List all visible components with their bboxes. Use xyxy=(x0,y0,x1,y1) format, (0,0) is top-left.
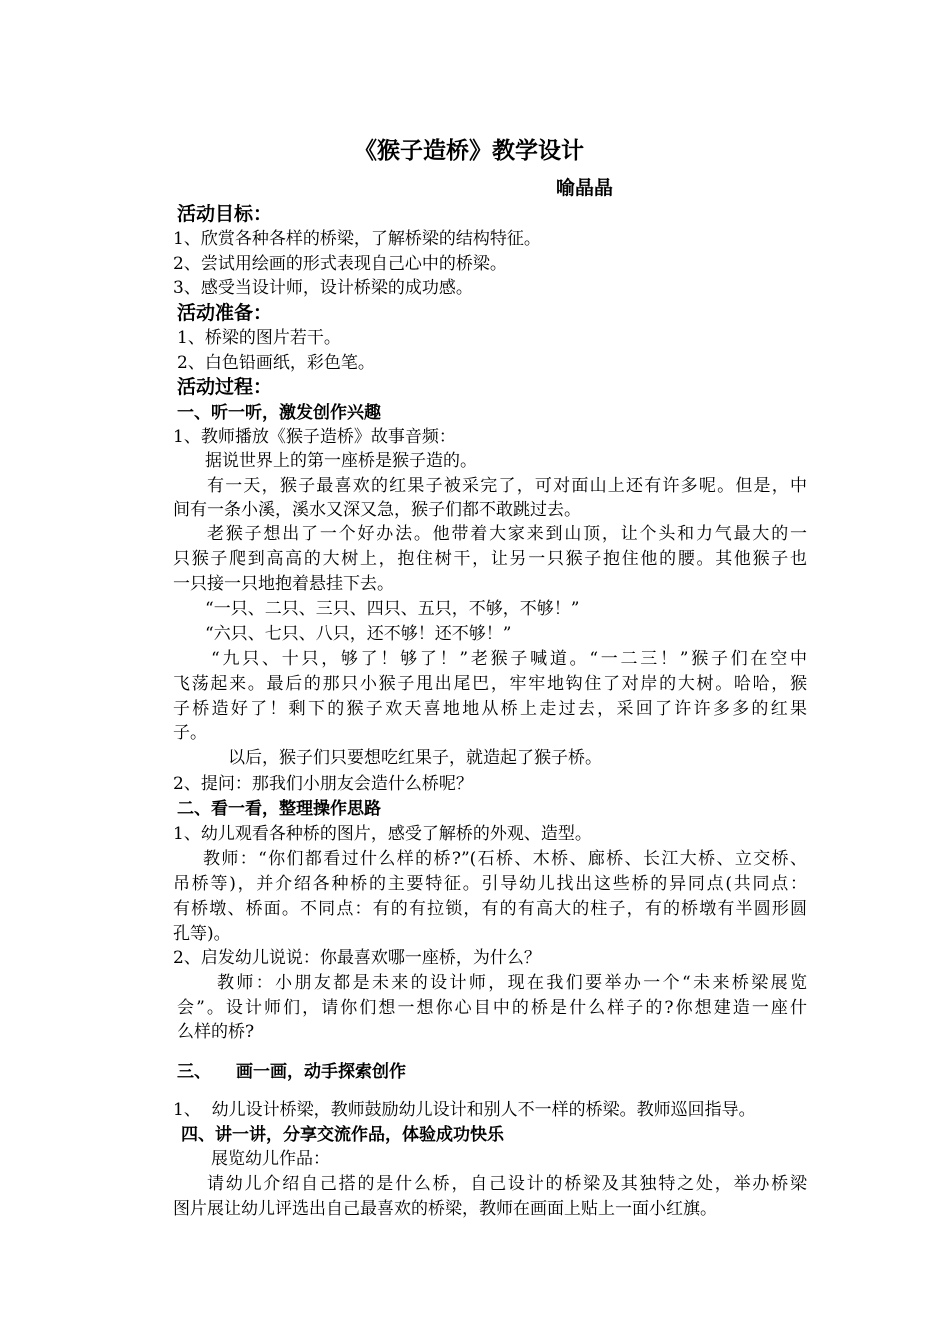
author-name: 喻晶晶 xyxy=(556,177,614,199)
story-line: “一只、二只、三只、四只、五只，不够，不够！” xyxy=(205,599,580,619)
step-heading-2: 二、看一看，整理操作思路 xyxy=(177,799,381,819)
step-1-line: 1、教师播放《猴子造桥》故事音频： xyxy=(173,427,456,447)
goal-item: 2、尝试用绘画的形式表现自己心中的桥梁。 xyxy=(173,254,507,274)
story-line: 据说世界上的第一座桥是猴子造的。 xyxy=(205,451,477,471)
step-2-line: 吊桥等)，并介绍各种桥的主要特征。引导幼儿找出这些桥的异同点(共同点： xyxy=(173,874,807,894)
story-line: 子。 xyxy=(173,723,207,743)
story-line: “六只、七只、八只，还不够！还不够！” xyxy=(205,624,512,644)
step-heading-1: 一、听一听，激发创作兴趣 xyxy=(177,403,381,423)
step-heading-4: 四、讲一讲，分享交流作品，体验成功快乐 xyxy=(181,1125,504,1145)
step-2-line: 么样的桥? xyxy=(177,1022,255,1042)
step-1-line: 2、提问：那我们小朋友会造什么桥呢？ xyxy=(173,774,473,794)
step-4-line: 图片展让幼儿评选出自己最喜欢的桥梁，教师在画面上贴上一面小红旗。 xyxy=(173,1199,717,1219)
section-heading-prep: 活动准备： xyxy=(177,302,273,324)
step-2-line: 1、幼儿观看各种桥的图片，感受了解桥的外观、造型。 xyxy=(173,824,592,844)
step-heading-3: 画一画，动手探索创作 xyxy=(236,1062,406,1082)
step-heading-3-number: 三、 xyxy=(177,1062,211,1082)
step-3-line: 1、 幼儿设计桥梁，教师鼓励幼儿设计和别人不一样的桥梁。教师巡回指导。 xyxy=(173,1100,756,1120)
step-2-line: 教师：小朋友都是未来的设计师，现在我们要举办一个“未来桥梁展览 xyxy=(217,973,807,993)
story-line: 以后，猴子们只要想吃红果子，就造起了猴子桥。 xyxy=(228,748,602,768)
prep-item: 1、桥梁的图片若干。 xyxy=(177,328,341,348)
section-heading-goals: 活动目标： xyxy=(177,203,273,225)
story-line: 子桥造好了！剩下的猴子欢天喜地地从桥上走过去，采回了许许多多的红果 xyxy=(173,699,807,719)
story-line: 老猴子想出了一个好办法。他带着大家来到山顶，让个头和力气最大的一 xyxy=(207,524,807,544)
story-line: 间有一条小溪，溪水又深又急，猴子们都不敢跳过去。 xyxy=(173,500,581,520)
prep-item: 2、白色铅画纸，彩色笔。 xyxy=(177,353,375,373)
step-2-line: 孔等)。 xyxy=(173,924,231,944)
story-line: “九只、十只，够了！够了！”老猴子喊道。“一二三！”猴子们在空中 xyxy=(211,649,807,669)
step-2-line: 有桥墩、桥面。不同点：有的有拉锁，有的有高大的柱子，有的桥墩有半圆形圆 xyxy=(173,899,807,919)
story-line: 有一天，猴子最喜欢的红果子被采完了，可对面山上还有许多呢。但是，中 xyxy=(207,476,807,496)
story-line: 只猴子爬到高高的大树上，抱住树干，让另一只猴子抱住他的腰。其他猴子也 xyxy=(173,549,807,569)
step-4-line: 请幼儿介绍自己搭的是什么桥，自己设计的桥梁及其独特之处，举办桥梁 xyxy=(207,1174,807,1194)
step-2-line: 2、启发幼儿说说：你最喜欢哪一座桥，为什么？ xyxy=(173,948,541,968)
step-2-line: 会”。设计师们，请你们想一想你心目中的桥是什么样子的?你想建造一座什 xyxy=(177,998,807,1018)
step-2-line: 教师：“你们都看过什么样的桥?”(石桥、木桥、廊桥、长江大桥、立交桥、 xyxy=(203,849,807,869)
section-heading-process: 活动过程： xyxy=(177,376,273,398)
story-line: 飞荡起来。最后的那只小猴子甩出尾巴，牢牢地钩住了对岸的大树。哈哈，猴 xyxy=(173,674,807,694)
story-line: 一只接一只地抱着悬挂下去。 xyxy=(173,574,394,594)
goal-item: 3、感受当设计师，设计桥梁的成功感。 xyxy=(173,278,473,298)
goal-item: 1、欣赏各种各样的桥梁，了解桥梁的结构特征。 xyxy=(173,229,541,249)
document-title: 《猴子造桥》教学设计 xyxy=(354,137,584,164)
step-4-line: 展览幼儿作品： xyxy=(211,1149,330,1169)
